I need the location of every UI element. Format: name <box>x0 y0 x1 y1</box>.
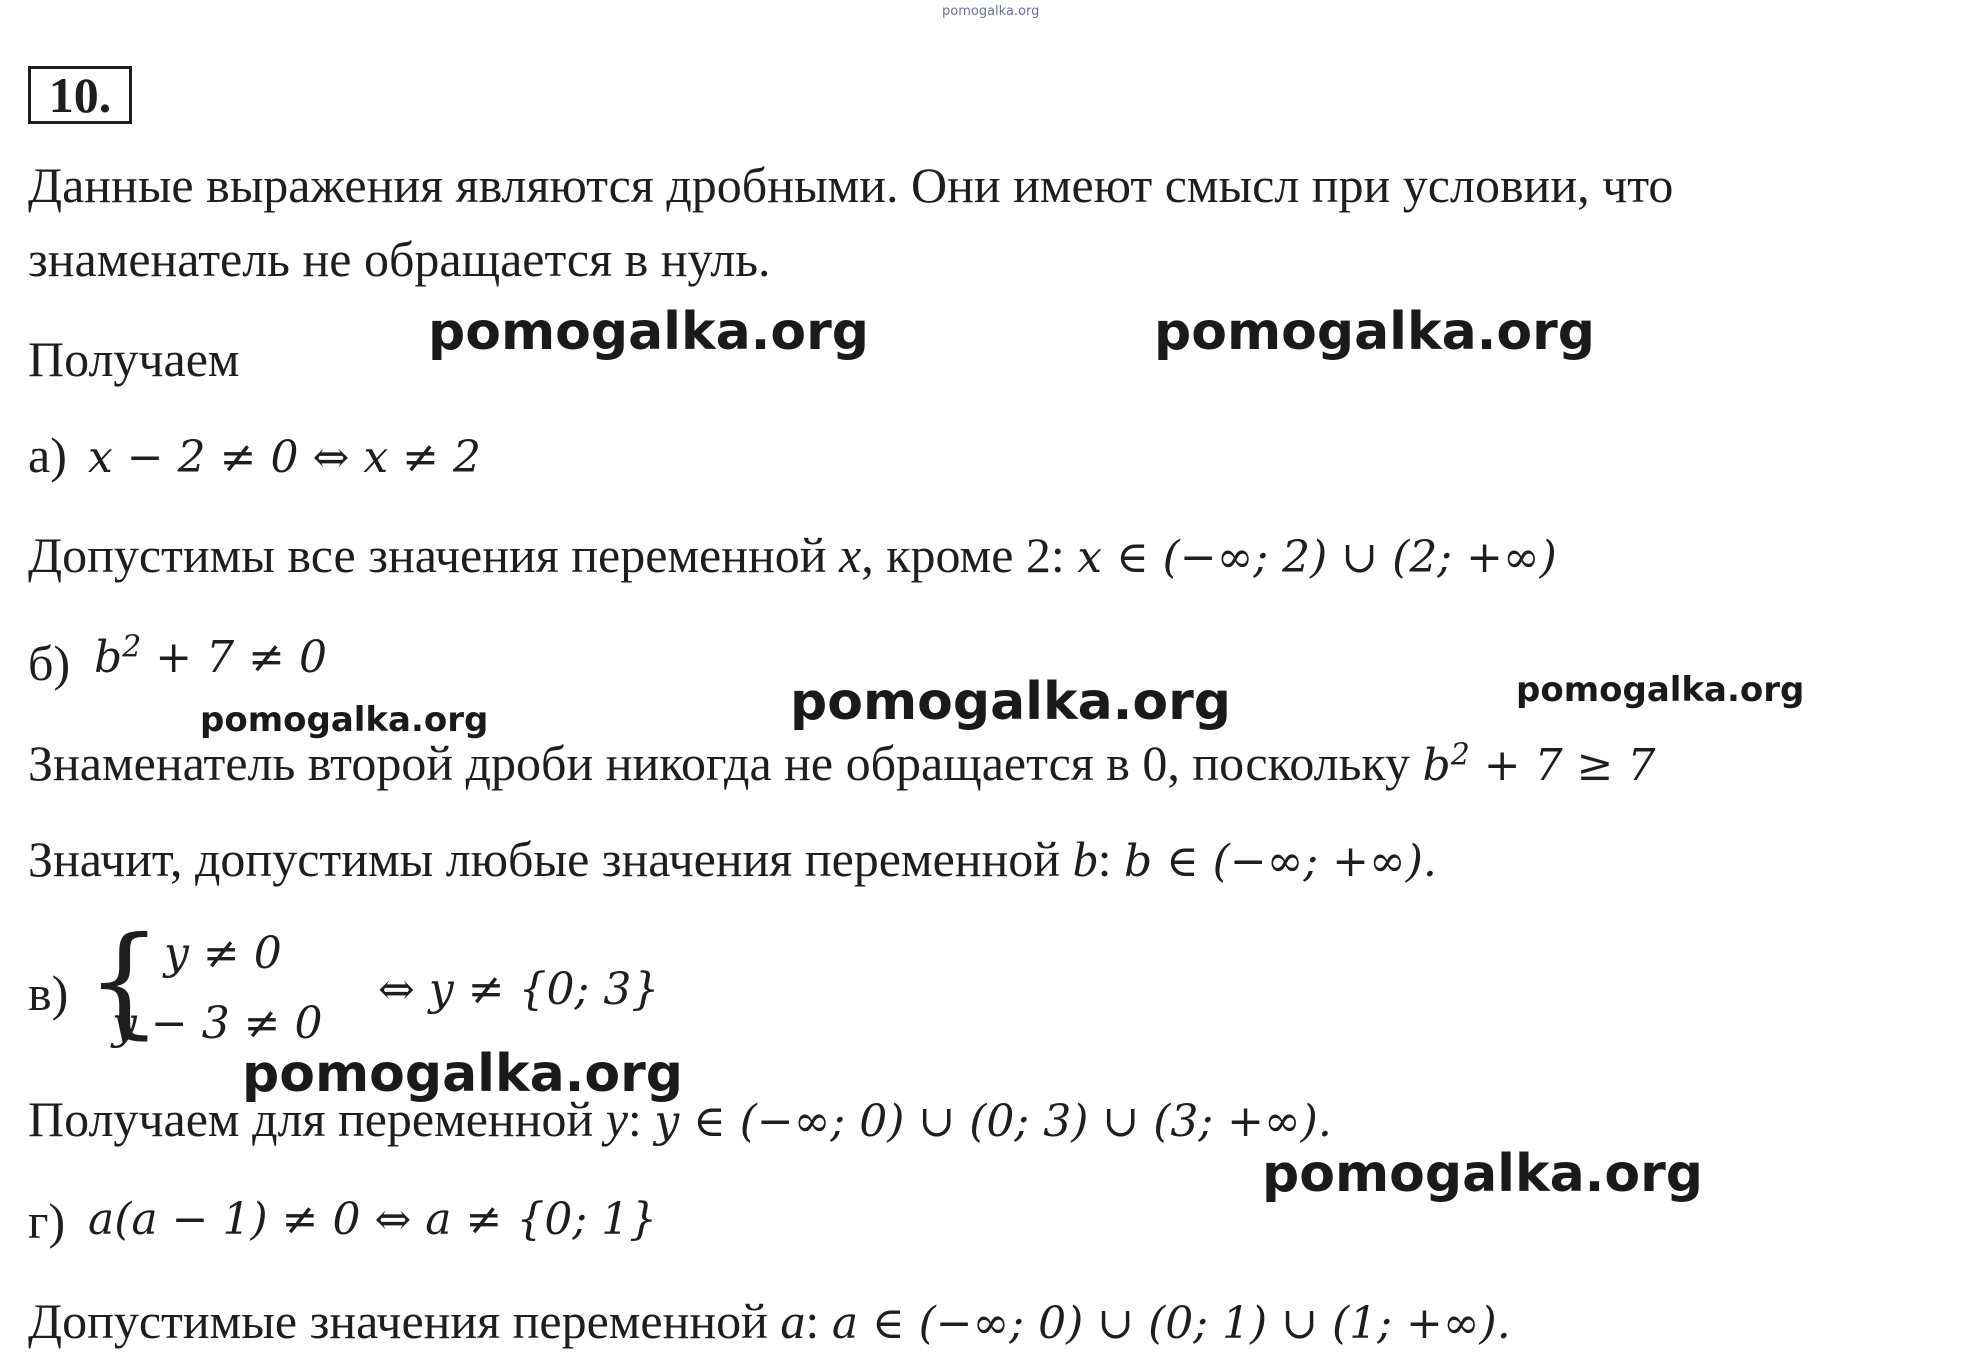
part-b-conclusion-row: Значит, допустимы любые значения переменной b: b ∈ (−∞; +∞). <box>28 831 1437 887</box>
system-brace: { <box>86 912 163 1051</box>
part-a-text-row <box>28 527 1557 583</box>
watermark-5: pomogalka.org <box>1516 670 1805 710</box>
part-d-label: г) <box>28 1193 66 1249</box>
part-c-system-line-1: y ≠ 0 <box>164 928 282 979</box>
part-b-ineq-base: b <box>1422 740 1451 791</box>
part-c-system-line-2: y − 3 ≠ 0 <box>112 998 323 1049</box>
part-b-text: Знаменатель второй дроби никогда не обращается в 0, поскольку <box>28 735 1411 791</box>
intro-line-2: знаменатель не обращается в нуль. <box>28 231 771 287</box>
part-a-text2: , кроме 2: <box>861 527 1065 583</box>
part-b-answer: b ∈ (−∞; +∞). <box>1123 836 1437 887</box>
part-a-label: а) <box>28 427 67 483</box>
watermark-4: pomogalka.org <box>790 672 1232 732</box>
part-b-conclusion: Значит, допустимы любые значения переменной <box>28 831 1061 887</box>
getting-label: Получаем <box>28 331 240 387</box>
watermark-7: pomogalka.org <box>1262 1144 1704 1204</box>
part-c-answer: y ∈ (−∞; 0) ∪ (0; 3) ∪ (3; +∞). <box>654 1096 1332 1147</box>
task-number: 10. <box>28 66 132 124</box>
part-c-var: y <box>605 1091 628 1147</box>
part-c-result: ⇔ y ≠ {0; 3} <box>378 964 660 1015</box>
part-b-ineq-exp: 2 <box>1450 737 1470 773</box>
part-b-label: б) <box>28 635 71 691</box>
part-c-text-row: Получаем для переменной y: y ∈ (−∞; 0) ∪ (0; 3) ∪ (3; +∞). <box>28 1091 1332 1147</box>
watermark-6: pomogalka.org <box>242 1044 684 1104</box>
part-c-label: в) <box>28 965 69 1021</box>
watermark-2: pomogalka.org <box>1154 302 1596 362</box>
part-b-text-row <box>28 735 1656 791</box>
part-a-text: Допустимы все значения переменной <box>28 527 827 583</box>
part-b-equation <box>94 629 327 683</box>
part-b-eq-base: b <box>94 632 123 683</box>
part-d-var: a <box>780 1293 806 1349</box>
part-b-var: b <box>1072 831 1098 887</box>
watermark-1: pomogalka.org <box>428 302 870 362</box>
part-d-answer: a ∈ (−∞; 0) ∪ (0; 1) ∪ (1; +∞). <box>831 1298 1511 1349</box>
part-a-equation: x − 2 ≠ 0 ⇔ x ≠ 2 <box>88 432 481 483</box>
intro-line-1: Данные выражения являются дробными. Они имеют смысл при условии, что <box>28 157 1674 213</box>
part-d-text-row: Допустимые значения переменной a: a ∈ (−∞; 0) ∪ (0; 1) ∪ (1; +∞). <box>28 1293 1511 1349</box>
part-a-answer: x ∈ (−∞; 2) ∪ (2; +∞) <box>1077 532 1557 583</box>
part-c-text: Получаем для переменной <box>28 1091 594 1147</box>
watermark-3: pomogalka.org <box>200 700 489 740</box>
part-b-eq-rest: + 7 ≠ 0 <box>141 632 327 683</box>
part-d-equation: a(a − 1) ≠ 0 ⇔ a ≠ {0; 1} <box>88 1194 658 1245</box>
part-b-ineq-rest: + 7 ≥ 7 <box>1469 740 1656 791</box>
part-a-var: x <box>839 527 862 583</box>
part-d-text: Допустимые значения переменной <box>28 1293 768 1349</box>
header-watermark: pomogalka.org <box>942 4 1040 19</box>
part-b-ineq <box>1422 737 1656 791</box>
part-b-eq-exp: 2 <box>122 629 142 665</box>
